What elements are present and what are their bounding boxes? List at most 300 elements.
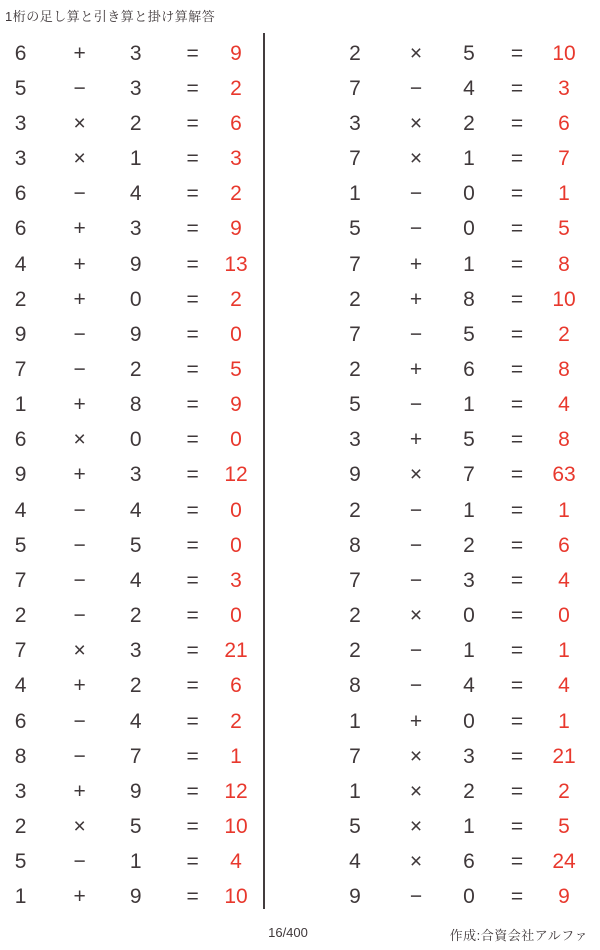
operand-b: 7 [463,463,475,487]
answer-value: 3 [230,147,242,171]
operand-a: 2 [349,287,361,311]
answer-value: 6 [558,533,570,557]
operand-b: 8 [129,393,142,417]
equals-sign: = [186,779,199,803]
operand-a: 2 [349,639,361,663]
problem-row [8,212,263,247]
operand-b: 4 [463,76,475,100]
operator-sign: − [409,498,423,522]
operator-sign: + [409,357,423,381]
equals-sign: = [510,498,524,522]
problem-row [8,704,263,739]
answer-value: 24 [552,850,576,874]
operator-sign: + [73,287,86,311]
operand-b: 4 [129,568,142,592]
problem-row [266,177,600,212]
operand-b: 9 [129,885,142,909]
answer-value: 0 [230,604,242,628]
operand-a: 1 [349,182,361,206]
equals-sign: = [186,639,199,663]
problem-row [8,739,263,774]
operator-sign: − [409,568,423,592]
problem-row [266,141,600,176]
answer-value: 7 [558,147,570,171]
equals-sign: = [510,393,524,417]
operand-b: 4 [129,709,142,733]
operand-b: 4 [129,182,142,206]
operand-b: 1 [463,498,475,522]
operand-a: 6 [14,709,27,733]
problem-row [8,599,263,634]
problem-row [8,36,263,71]
problem-row [8,282,263,317]
problem-row [266,739,600,774]
problem-row [266,247,600,282]
operand-a: 5 [14,533,27,557]
operand-a: 8 [349,674,361,698]
operand-b: 2 [129,357,142,381]
equals-sign: = [186,393,199,417]
answer-value: 0 [230,498,242,522]
operator-sign: − [409,182,423,206]
problem-row [266,106,600,141]
operand-a: 6 [14,182,27,206]
operand-a: 1 [14,393,27,417]
equals-sign: = [510,463,524,487]
operand-a: 2 [349,498,361,522]
operand-a: 9 [14,463,27,487]
equals-sign: = [510,568,524,592]
operator-sign: − [73,498,86,522]
operator-sign: × [73,111,86,135]
equals-sign: = [186,709,199,733]
operand-a: 7 [349,744,361,768]
answer-value: 3 [558,76,570,100]
operator-sign: + [409,709,423,733]
operand-a: 1 [349,779,361,803]
operand-a: 5 [349,815,361,839]
equals-sign: = [510,674,524,698]
operand-a: 3 [349,428,361,452]
operand-b: 4 [129,498,142,522]
answer-value: 9 [558,885,570,909]
operand-b: 3 [463,744,475,768]
answer-value: 10 [552,287,576,311]
problem-row [8,493,263,528]
problem-row [266,599,600,634]
problem-row [266,282,600,317]
operator-sign: + [73,217,86,241]
answer-value: 1 [230,744,242,768]
operator-sign: − [409,393,423,417]
operator-sign: − [409,533,423,557]
equals-sign: = [186,41,199,65]
operand-b: 5 [463,322,475,346]
equals-sign: = [186,111,199,135]
operator-sign: + [73,779,86,803]
answer-value: 1 [558,639,570,663]
answer-value: 12 [224,463,248,487]
answer-value: 1 [558,498,570,522]
operator-sign: + [409,428,423,452]
answer-value: 2 [230,76,242,100]
operand-b: 9 [129,779,142,803]
operand-a: 1 [349,709,361,733]
problem-row [266,774,600,809]
operand-a: 6 [14,217,27,241]
operand-a: 9 [349,463,361,487]
operand-b: 3 [129,639,142,663]
operand-a: 7 [14,357,27,381]
operator-sign: − [73,322,86,346]
equals-sign: = [186,744,199,768]
operand-b: 1 [129,147,142,171]
operator-sign: − [409,885,423,909]
answer-value: 8 [558,428,570,452]
operator-sign: − [73,604,86,628]
answer-value: 21 [552,744,576,768]
problem-row [266,317,600,352]
problem-row [266,845,600,880]
equals-sign: = [186,287,199,311]
operator-sign: − [73,533,86,557]
equals-sign: = [510,779,524,803]
operand-b: 8 [463,287,475,311]
operand-a: 7 [349,322,361,346]
problem-row [266,704,600,739]
equals-sign: = [186,252,199,276]
answer-value: 5 [558,217,570,241]
operand-a: 3 [349,111,361,135]
equals-sign: = [186,322,199,346]
equals-sign: = [510,357,524,381]
problem-row [266,634,600,669]
equals-sign: = [186,674,199,698]
equals-sign: = [510,252,524,276]
operator-sign: − [409,217,423,241]
operand-b: 2 [129,604,142,628]
worksheet-title: 1桁の足し算と引き算と掛け算解答 [5,9,216,24]
equals-sign: = [510,709,524,733]
answer-value: 6 [230,674,242,698]
problem-row [266,458,600,493]
operand-b: 1 [463,393,475,417]
problems-column-left [8,36,263,915]
problem-row [266,563,600,598]
equals-sign: = [510,885,524,909]
problems-column-right [266,36,600,915]
equals-sign: = [186,428,199,452]
operand-b: 0 [129,428,142,452]
operand-a: 9 [349,885,361,909]
operand-a: 6 [14,428,27,452]
operator-sign: − [73,850,86,874]
operator-sign: × [409,815,423,839]
operator-sign: + [409,287,423,311]
operator-sign: − [73,709,86,733]
column-divider-line [263,33,265,909]
equals-sign: = [186,217,199,241]
problem-row [8,106,263,141]
operator-sign: × [73,639,86,663]
answer-value: 4 [558,674,570,698]
problem-row [8,563,263,598]
equals-sign: = [186,568,199,592]
operand-b: 3 [129,217,142,241]
equals-sign: = [186,357,199,381]
operator-sign: + [73,463,86,487]
equals-sign: = [510,639,524,663]
operand-a: 2 [349,41,361,65]
answer-value: 12 [224,779,248,803]
answer-value: 2 [558,322,570,346]
equals-sign: = [186,604,199,628]
answer-value: 0 [230,322,242,346]
operand-b: 9 [129,252,142,276]
operand-b: 5 [129,533,142,557]
operand-b: 2 [463,111,475,135]
answer-value: 0 [230,428,242,452]
problem-row [266,669,600,704]
equals-sign: = [510,217,524,241]
operator-sign: + [409,252,423,276]
problem-row [266,388,600,423]
operand-b: 2 [129,674,142,698]
operand-a: 8 [14,744,27,768]
operand-b: 3 [463,568,475,592]
problem-row [8,634,263,669]
operand-a: 4 [14,674,27,698]
operand-a: 3 [14,111,27,135]
problem-row [266,352,600,387]
operand-b: 5 [463,428,475,452]
operator-sign: × [73,147,86,171]
operator-sign: + [73,393,86,417]
operator-sign: × [409,111,423,135]
operand-b: 2 [129,111,142,135]
problem-row [8,809,263,844]
operand-b: 1 [463,639,475,663]
operand-a: 7 [349,568,361,592]
answer-value: 2 [230,287,242,311]
operand-a: 2 [14,287,27,311]
equals-sign: = [510,533,524,557]
operand-a: 7 [14,639,27,663]
equals-sign: = [510,111,524,135]
operator-sign: × [409,779,423,803]
answer-value: 6 [230,111,242,135]
problem-row [266,528,600,563]
equals-sign: = [186,76,199,100]
answer-value: 9 [230,393,242,417]
operator-sign: − [73,568,86,592]
answer-value: 9 [230,217,242,241]
equals-sign: = [186,147,199,171]
operand-a: 4 [14,498,27,522]
problem-row [8,71,263,106]
operand-b: 3 [129,76,142,100]
operand-a: 5 [14,76,27,100]
equals-sign: = [186,850,199,874]
operand-a: 9 [14,322,27,346]
equals-sign: = [510,76,524,100]
answer-value: 10 [224,815,248,839]
operand-a: 5 [14,850,27,874]
operator-sign: × [409,744,423,768]
equals-sign: = [510,147,524,171]
answer-value: 21 [224,639,248,663]
problem-row [266,809,600,844]
operand-a: 7 [349,147,361,171]
operand-a: 2 [349,357,361,381]
problem-row [266,212,600,247]
problem-row [8,880,263,915]
operand-a: 5 [349,393,361,417]
operator-sign: × [73,428,86,452]
answer-value: 2 [558,779,570,803]
operand-a: 4 [14,252,27,276]
problem-row [8,845,263,880]
problem-row [8,774,263,809]
operand-a: 3 [14,147,27,171]
operator-sign: − [73,357,86,381]
answer-value: 2 [230,182,242,206]
answer-value: 3 [230,568,242,592]
operator-sign: − [409,76,423,100]
problem-row [266,36,600,71]
problem-row [8,352,263,387]
operand-a: 2 [349,604,361,628]
answer-value: 5 [558,815,570,839]
page-number: 16/400 [268,925,308,940]
answer-value: 4 [558,393,570,417]
operand-b: 0 [463,182,475,206]
operator-sign: × [409,850,423,874]
operand-a: 5 [349,217,361,241]
operand-b: 9 [129,322,142,346]
operand-b: 5 [129,815,142,839]
answer-value: 4 [230,850,242,874]
operand-b: 3 [129,463,142,487]
answer-value: 8 [558,252,570,276]
equals-sign: = [510,322,524,346]
operator-sign: × [73,815,86,839]
operand-b: 6 [463,357,475,381]
operator-sign: + [73,41,86,65]
answer-value: 0 [230,533,242,557]
operand-a: 1 [14,885,27,909]
equals-sign: = [510,41,524,65]
operator-sign: × [409,147,423,171]
operator-sign: + [73,674,86,698]
operand-a: 2 [14,815,27,839]
operand-a: 6 [14,41,27,65]
operator-sign: + [73,885,86,909]
equals-sign: = [510,428,524,452]
operator-sign: × [409,463,423,487]
operand-b: 6 [463,850,475,874]
answer-value: 63 [552,463,576,487]
problem-row [8,317,263,352]
problem-row [266,880,600,915]
answer-value: 10 [224,885,248,909]
answer-value: 2 [230,709,242,733]
operator-sign: − [73,182,86,206]
equals-sign: = [510,182,524,206]
operand-b: 0 [463,885,475,909]
equals-sign: = [186,815,199,839]
operand-b: 2 [463,533,475,557]
operator-sign: × [409,604,423,628]
answer-value: 1 [558,709,570,733]
equals-sign: = [186,533,199,557]
credit-text: 作成:合資会社アルファ [449,928,588,943]
equals-sign: = [510,815,524,839]
operator-sign: × [409,41,423,65]
equals-sign: = [186,463,199,487]
answer-value: 1 [558,182,570,206]
operand-a: 3 [14,779,27,803]
equals-sign: = [186,885,199,909]
answer-value: 0 [558,604,570,628]
operator-sign: − [409,322,423,346]
operand-b: 2 [463,779,475,803]
operand-a: 7 [14,568,27,592]
problem-row [8,458,263,493]
operator-sign: − [73,744,86,768]
answer-value: 5 [230,357,242,381]
operator-sign: + [73,252,86,276]
operand-a: 7 [349,76,361,100]
problem-row [266,71,600,106]
operand-b: 1 [463,815,475,839]
equals-sign: = [510,287,524,311]
equals-sign: = [510,604,524,628]
problem-row [8,669,263,704]
operand-a: 2 [14,604,27,628]
operator-sign: − [73,76,86,100]
equals-sign: = [510,850,524,874]
operand-b: 0 [463,604,475,628]
operand-b: 1 [463,252,475,276]
problem-row [8,388,263,423]
problem-row [8,247,263,282]
operand-b: 1 [129,850,142,874]
answer-value: 4 [558,568,570,592]
problem-row [8,141,263,176]
operand-a: 7 [349,252,361,276]
equals-sign: = [186,182,199,206]
operand-b: 0 [463,709,475,733]
operator-sign: − [409,639,423,663]
equals-sign: = [186,498,199,522]
answer-value: 10 [552,41,576,65]
operand-b: 0 [129,287,142,311]
problem-row [266,493,600,528]
problem-row [8,528,263,563]
operator-sign: − [409,674,423,698]
operand-a: 4 [349,850,361,874]
problem-row [8,177,263,212]
operand-b: 5 [463,41,475,65]
operand-b: 4 [463,674,475,698]
operand-a: 8 [349,533,361,557]
answer-value: 6 [558,111,570,135]
answer-value: 13 [224,252,248,276]
answer-value: 8 [558,357,570,381]
operand-b: 3 [129,41,142,65]
operand-b: 7 [129,744,142,768]
